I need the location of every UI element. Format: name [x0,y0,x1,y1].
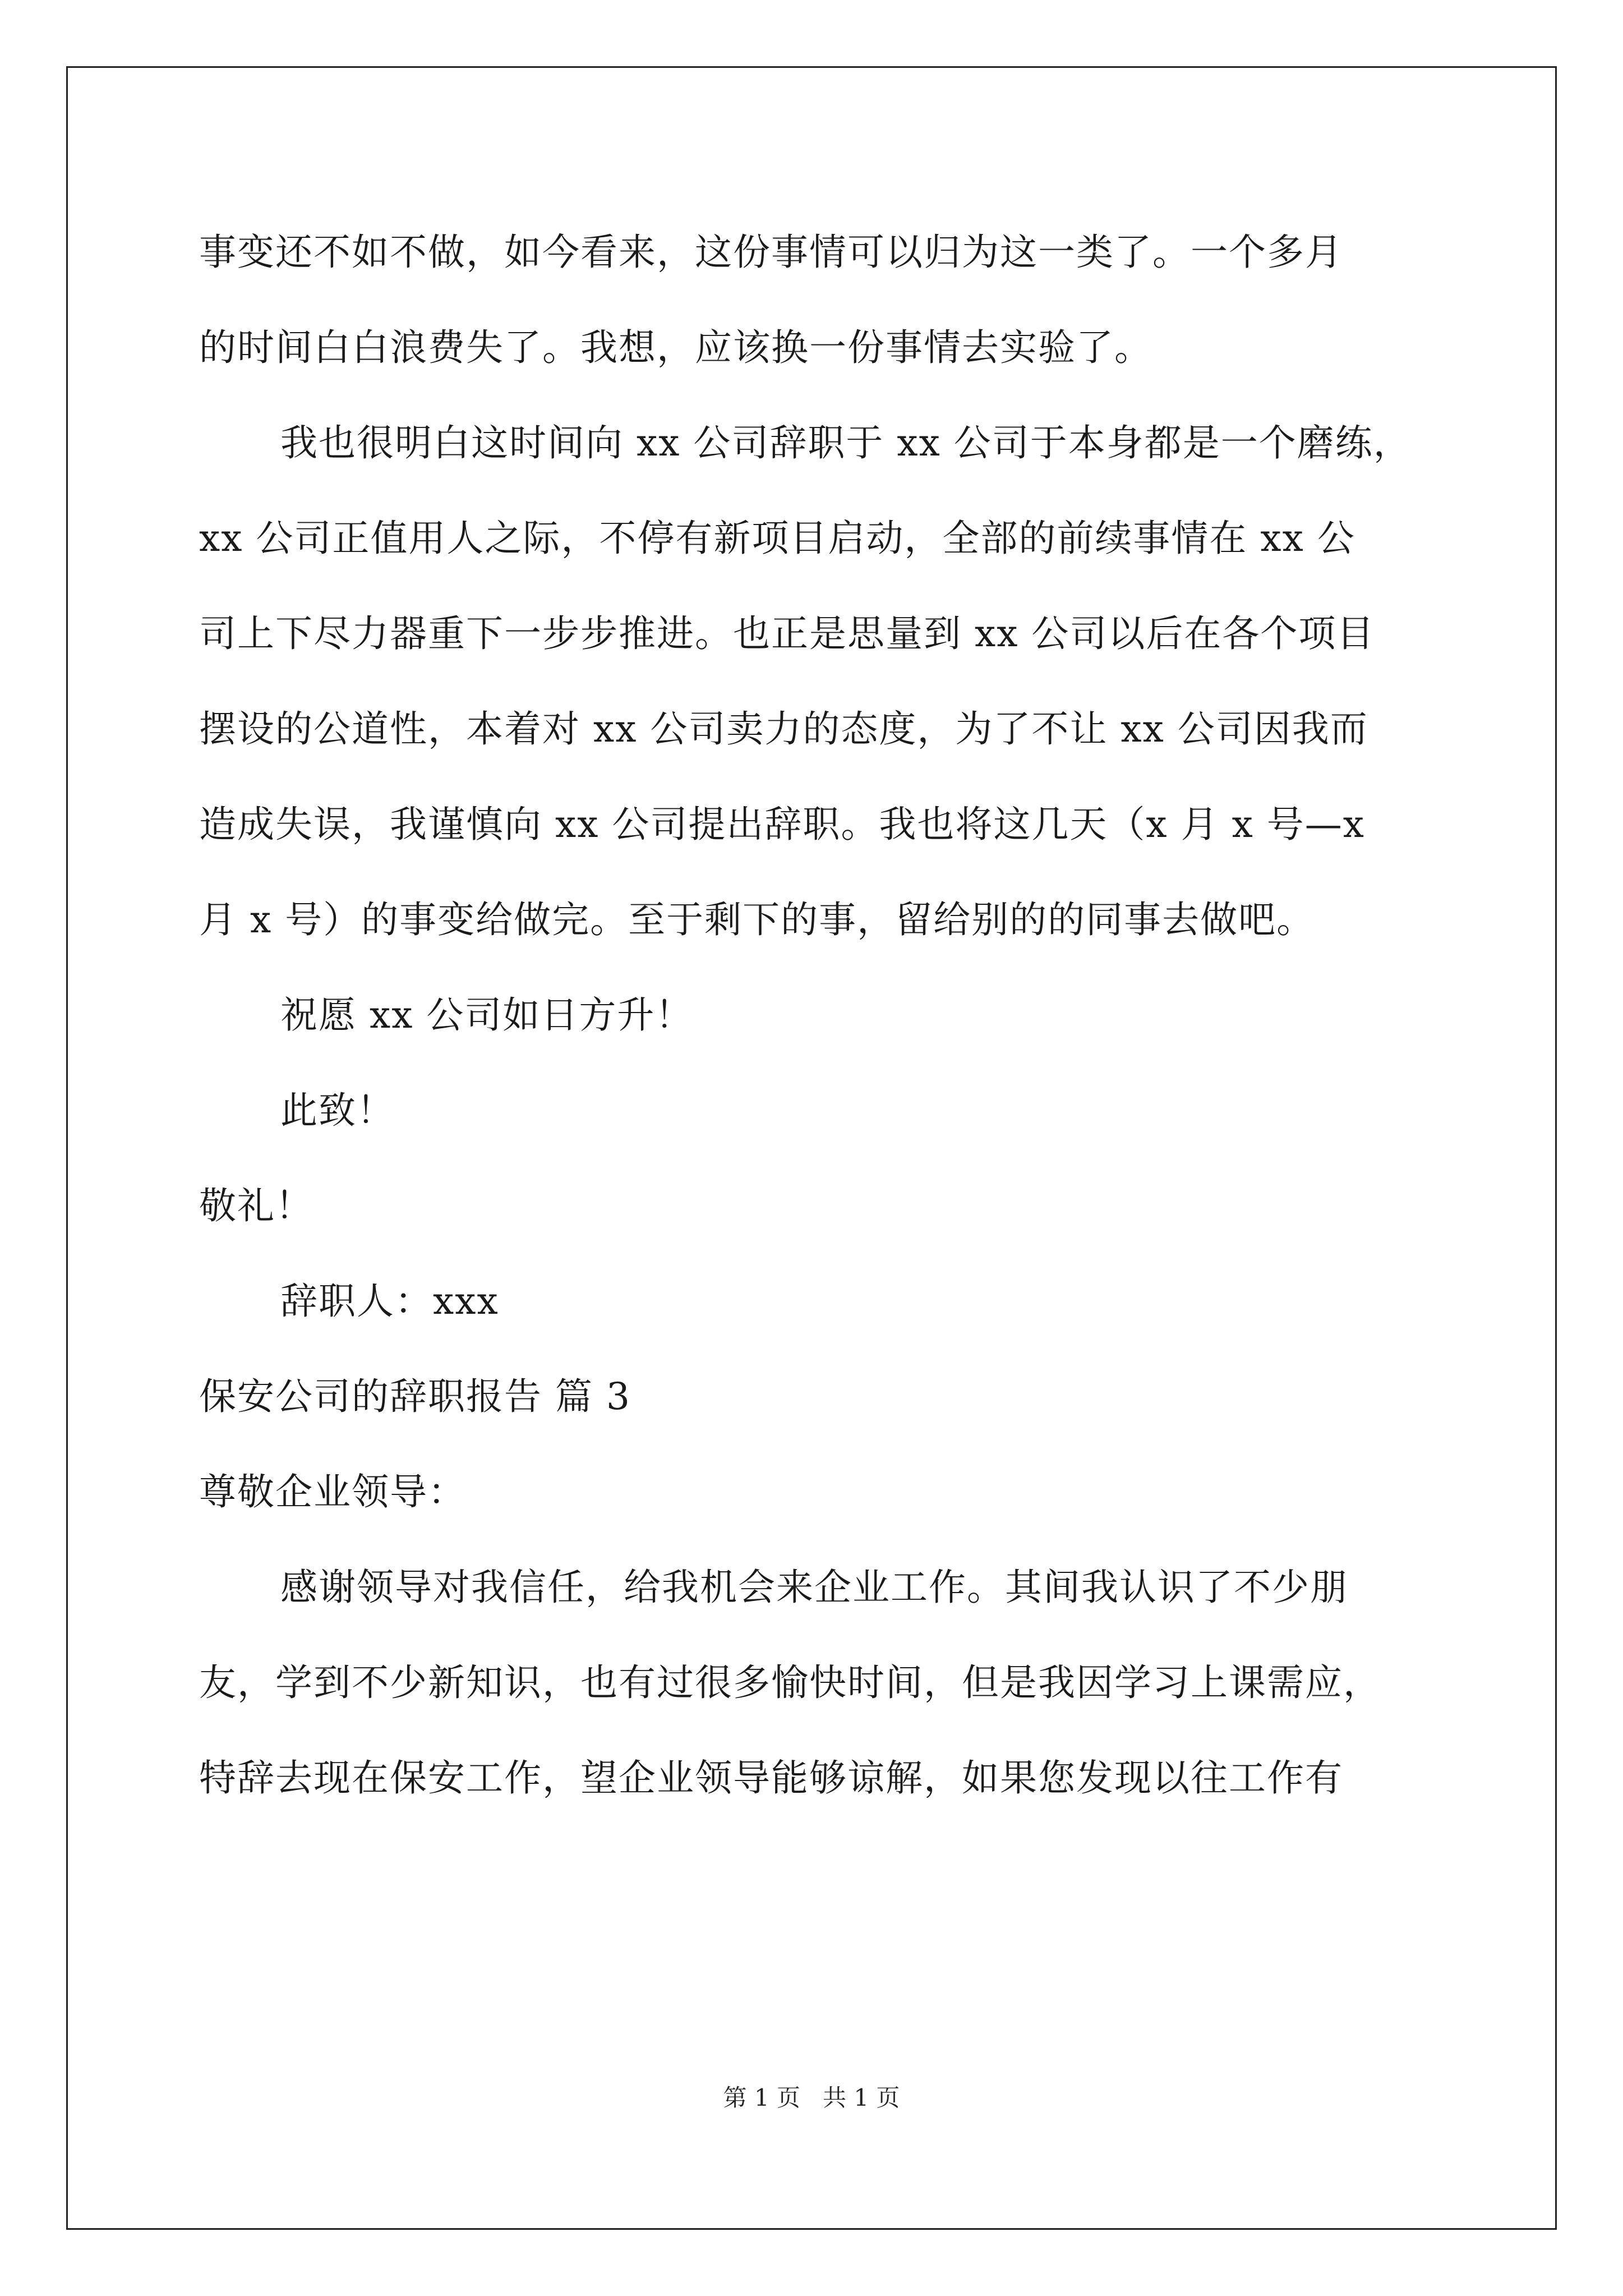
text-line: 特辞去现在保安工作，望企业领导能够谅解，如果您发现以往工作有 [199,1756,1343,1800]
text-line: 月 x 号）的事变给做完。至于剩下的事，留给别的的同事去做吧。 [199,898,1315,941]
text-line: 司上下尽力器重下一步步推进。也正是思量到 xx 公司以后在各个项目 [199,612,1375,655]
page-number-current: 第 1 页 [723,2084,800,2111]
section-heading: 保安公司的辞职报告 篇 3 [199,1375,631,1418]
paragraph-start-line: 我也很明白这时间向 xx 公司辞职于 xx 公司于本身都是一个磨练， [280,421,1412,464]
salutation-jingli: 敬礼！ [199,1184,313,1227]
document-body [199,219,1438,1840]
text-line: 摆设的公道性，本着对 xx 公司卖力的态度，为了不让 xx 公司因我而 [199,707,1368,751]
letter-greeting: 尊敬企业领导： [199,1470,466,1513]
salutation-cizhi: 此致！ [280,1089,395,1132]
text-line: 造成失误，我谨慎向 xx 公司提出辞职。我也将这几天（x 月 x 号—x [199,803,1366,846]
text-line: 友，学到不少新知识，也有过很多愉快时间，但是我因学习上课需应， [199,1661,1381,1704]
text-line: xx 公司正值用人之际，不停有新项目启动，全部的前续事情在 xx 公 [199,517,1355,560]
text-line: 的时间白白浪费失了。我想，应该换一份事情去实验了。 [199,326,1152,369]
paragraph-start-line: 感谢领导对我信任，给我机会来企业工作。其间我认识了不少朋 [280,1566,1348,1609]
closing-wish: 祝愿 xx 公司如日方升！ [280,993,694,1037]
page-footer [0,2081,1623,2115]
page-number-total: 共 1 页 [823,2084,900,2111]
signature-line: 辞职人：xxx [280,1280,499,1323]
text-line: 事变还不如不做，如今看来，这份事情可以归为这一类了。一个多月 [199,231,1343,274]
